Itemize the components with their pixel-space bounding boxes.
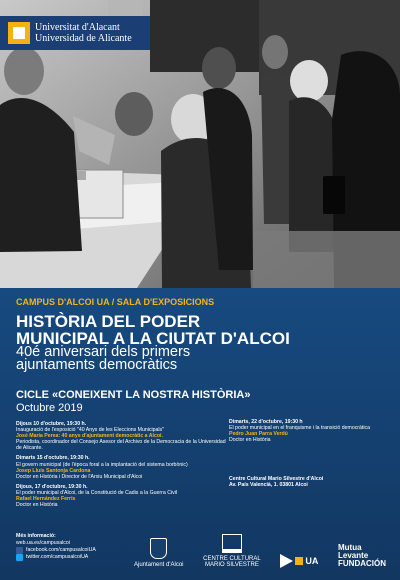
twitter-link[interactable]: twitter.com/campusalcoiUA xyxy=(26,554,89,560)
mutua-line-3: FUNDACIÓN xyxy=(338,559,386,568)
right-event-description: El poder municipal en el franquisme i la transició democràtica xyxy=(229,425,370,432)
ua-label: UA xyxy=(305,556,319,566)
twitter-link-row[interactable] xyxy=(16,554,116,561)
venue-address: Av. País Valencià, 1. 03801 Alcoi xyxy=(229,482,308,489)
event-role: Doctor en Història xyxy=(16,502,58,509)
building-icon xyxy=(222,534,242,553)
cycle-month: Octubre 2019 xyxy=(16,402,83,414)
facebook-icon xyxy=(16,547,23,554)
mutua-levante-logo xyxy=(338,544,396,568)
right-event-column xyxy=(229,419,389,489)
venue-name: Centre Cultural Mario Silvestre d'Alcoi xyxy=(229,476,324,483)
centre-label-line-1: CENTRE CULTURAL xyxy=(203,556,261,562)
mutua-line-1: Mutua xyxy=(338,543,362,552)
cycle-heading xyxy=(16,389,250,415)
sponsor-logos xyxy=(134,528,396,568)
ajuntament-logo xyxy=(134,538,184,568)
centre-label-line-2: MARIO SILVESTRE xyxy=(204,562,259,568)
right-event-date: Dimarts, 22 d'octubre, 19:30 h xyxy=(229,419,303,425)
website-link[interactable]: web.ua.es/campusalcoi xyxy=(16,540,70,546)
event-item xyxy=(16,484,226,508)
logo-line-2: Universidad de Alicante xyxy=(35,33,132,44)
event-date: Dijous, 17 d'octubre, 19:30 h. xyxy=(16,483,88,490)
logo-line-1: Universitat d'Alacant xyxy=(35,22,120,33)
university-logo-mark-icon xyxy=(8,22,30,44)
subtitle-line-1: 40é aniversari dels primers xyxy=(16,344,191,360)
event-date: Dijous 10 d'octubre, 19:30 h. xyxy=(16,421,87,427)
ua-square-icon xyxy=(295,557,303,565)
mutua-line-2: Levante xyxy=(338,551,369,560)
event-speaker: Josep Lluís Santonja Cardona xyxy=(16,467,91,474)
event-speaker: Rafael Hernández Ferris xyxy=(16,496,76,503)
event-description: Inauguració de l'exposició "40 Anys de les Eleccions Municipals" xyxy=(16,427,164,434)
event-list xyxy=(16,421,226,512)
venue-info xyxy=(229,476,389,488)
right-event-speaker: Pedro Juan Parra Verdú xyxy=(229,431,288,438)
ajuntament-label: Ajuntament d'Alcoi xyxy=(134,562,184,568)
right-event-role: Doctor en Història xyxy=(229,437,271,444)
event-item xyxy=(16,421,226,451)
event-date: Dimarts 15 d'octubre, 19:30 h. xyxy=(16,455,90,462)
more-info-label: Més informació: xyxy=(16,533,56,539)
cultural-centre-logo xyxy=(203,534,261,568)
university-logo-text xyxy=(35,22,132,44)
exhibition-subtitle xyxy=(16,346,190,372)
ua-triangle-icon xyxy=(280,554,293,568)
event-role: Doctor en Història i Director de l'Arxiu Municipal d'Alcoi xyxy=(16,473,143,480)
title-line-2: MUNICIPAL A LA CIUTAT D'ALCOI xyxy=(16,329,290,348)
coat-of-arms-icon xyxy=(150,538,167,559)
title-line-1: HISTÒRIA DEL PODER xyxy=(16,312,201,331)
exhibition-title xyxy=(16,313,290,347)
more-info-section xyxy=(16,533,116,561)
ua-logo xyxy=(280,554,318,568)
event-role: Periodista, coordinador del Consejo Asesor del Archivo de la Democracia de la Universidad de Alicante. xyxy=(16,439,226,452)
university-logo xyxy=(0,16,150,50)
event-speaker: José María Perea: 40 anys d'ajuntament democràtic a Alcoi. xyxy=(16,433,163,440)
facebook-link[interactable]: facebook.com/campusalcoiUA xyxy=(26,547,96,553)
twitter-icon xyxy=(16,554,23,561)
subtitle-line-2: ajuntaments democràtics xyxy=(16,357,178,373)
cycle-name: CICLE «CONEIXENT LA NOSTRA HISTÒRIA» xyxy=(16,389,251,401)
section-label: CAMPUS D'ALCOI UA / SALA D'EXPOSICIONS xyxy=(16,297,215,307)
event-item xyxy=(16,455,226,479)
event-description: El poder municipal d'Alcoi, de la Constitució de Cadis a la Guerra Civil xyxy=(16,489,178,496)
facebook-link-row[interactable] xyxy=(16,547,116,554)
event-description: El govern municipal (de l'època foral a la implantació del sistema borbònic) xyxy=(16,461,188,468)
